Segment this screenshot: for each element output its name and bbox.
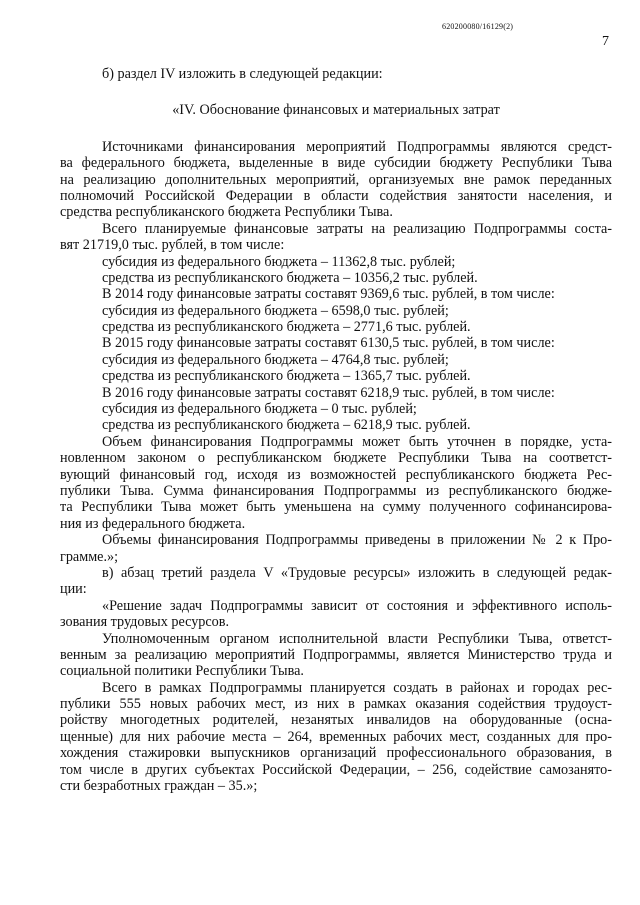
text-line: венным за реализацию мероприятий Подпрограммы, является Министерство труда и <box>60 646 612 663</box>
text-line: зования трудовых ресурсов. <box>60 614 230 631</box>
text-line: Объемы финансирования Подпрограммы приведены в приложении № 2 к Про- <box>102 532 612 549</box>
text-line: хождения стажировки выпускников организаций профессионального образования, в <box>60 745 612 762</box>
text-line: социальной политики Республики Тыва. <box>60 663 304 680</box>
text-line: ции: <box>60 581 87 598</box>
text-line: на реализацию дополнительных мероприятий, организуемых вне рамок переданных <box>60 171 612 188</box>
text-line: том числе в других субъектах Российской Федерации, – 256, содействие самозанято- <box>60 761 612 778</box>
list-item: В 2014 году финансовые затраты составят 9369,6 тыс. рублей, в том числе: <box>102 286 555 303</box>
list-item: В 2015 году финансовые затраты составят 6130,5 тыс. рублей, в том числе: <box>102 335 555 352</box>
text-line: Всего в рамках Подпрограммы планируется создать в районах и городах рес- <box>102 679 612 696</box>
list-item: средства из республиканского бюджета – 1365,7 тыс. рублей. <box>102 368 471 385</box>
text-line: в) абзац третий раздела V «Трудовые ресурсы» изложить в следующей редак- <box>102 564 612 581</box>
page-number: 7 <box>602 34 609 49</box>
text-line: полномочий Российской Федерации в области содействия занятости населения, и <box>60 187 612 204</box>
text-line: ройству многодетных родителей, незанятых инвалидов на оборудованные (осна- <box>60 712 612 729</box>
list-item: субсидия из федерального бюджета – 11362,8 тыс. рублей; <box>102 253 456 270</box>
text-line: та Республики Тыва может быть уменьшена на сумму полученного софинансирова- <box>60 499 612 516</box>
document-id: 620200080/16129(2) <box>442 22 514 31</box>
list-item: субсидия из федерального бюджета – 6598,0 тыс. рублей; <box>102 302 449 319</box>
text-line: Уполномоченным органом исполнительной власти Республики Тыва, ответст- <box>102 630 612 647</box>
list-item: средства из республиканского бюджета – 10356,2 тыс. рублей. <box>102 269 478 286</box>
list-item: средства из республиканского бюджета – 2771,6 тыс. рублей. <box>102 319 471 336</box>
text-line: щенные) для них рабочие места – 264, временных рабочих мест, созданных для про- <box>60 728 612 745</box>
text-line: сти безработных граждан – 35.»; <box>60 778 258 795</box>
text-line: Всего планируемые финансовые затраты на реализацию Подпрограммы соста- <box>102 220 612 237</box>
text-line: публики 555 новых рабочих мест, из них в рамках оказания содействия трудоуст- <box>60 696 612 713</box>
list-item: субсидия из федерального бюджета – 0 тыс. рублей; <box>102 401 417 418</box>
text-line: новленном законом о республиканском бюджете Республики Тыва на соответст- <box>60 450 612 467</box>
text-line: ния из федерального бюджета. <box>60 515 246 532</box>
text-line: б) раздел IV изложить в следующей редакции: <box>102 66 383 82</box>
text-line: средства республиканского бюджета Республики Тыва. <box>60 204 393 221</box>
list-item: средства из республиканского бюджета – 6218,9 тыс. рублей. <box>102 417 471 434</box>
text-line: Объем финансирования Подпрограммы может быть уточнен в порядке, уста- <box>102 433 612 450</box>
text-line: вующий финансовый год, исходя из возможностей республиканского бюджета Рес- <box>60 466 612 483</box>
text-line: «Решение задач Подпрограммы зависит от состояния и эффективного исполь- <box>102 597 612 614</box>
text-line: публики Тыва. Сумма финансирования Подпрограммы из республиканского бюдже- <box>60 482 612 499</box>
document-body <box>60 66 612 794</box>
text-line: вят 21719,0 тыс. рублей, в том числе: <box>60 237 285 254</box>
text-line: грамме.»; <box>60 548 119 565</box>
text-line: ва федерального бюджета, выделенные в виде субсидии бюджету Республики Тыва <box>60 155 612 172</box>
list-item: В 2016 году финансовые затраты составят 6218,9 тыс. рублей, в том числе: <box>102 384 555 401</box>
text-line: Источниками финансирования мероприятий Подпрограммы являются средст- <box>102 138 612 155</box>
list-item: субсидия из федерального бюджета – 4764,8 тыс. рублей; <box>102 351 449 368</box>
section-heading: «IV. Обоснование финансовых и материальных затрат <box>172 102 500 119</box>
